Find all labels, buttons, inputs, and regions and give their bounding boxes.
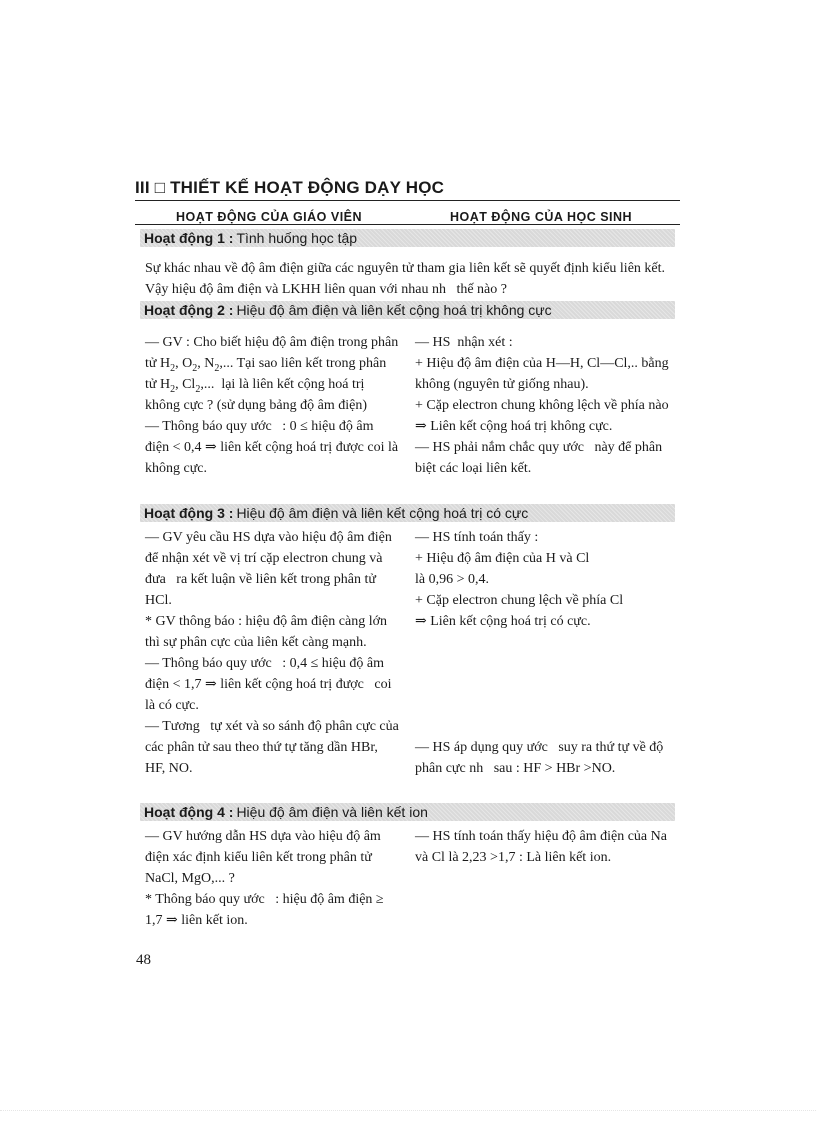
activity-3-teacher-line-3: — Thông báo quy ước : 0,4 ≤ hiệu độ âm điện < 1,7 ⇒ liên kết cộng hoá trị được coi là có cực. [145, 656, 392, 713]
activity-2-teacher-rule: — Thông báo quy ước : 0 ≤ hiệu độ âm điện < 0,4 ⇒ liên kết cộng hoá trị được coi là không cực. [145, 419, 399, 476]
activity-1-intro: Sự khác nhau về độ âm điện giữa các nguyên tử tham gia liên kết sẽ quyết định kiểu liên kết. Vậy hiệu độ âm điện và LKHH liên quan với nhau nh thế nào ? [145, 261, 666, 297]
activity-3-student-line-2: + Hiệu độ âm điện của H và Cl [415, 551, 590, 566]
activity-2-teacher-question: — GV : Cho biết hiệu độ âm điện trong phân tử $H_2$, $O_2$, $N_2$,... Tại sao liên kết trong phân tử $H_2$, $Cl_2$,... lại là liên kết cộng hoá trị không cực ? (sử dụng bảng độ âm điện) [145, 335, 399, 413]
activity-1-title: Tình huống học tập [236, 230, 358, 246]
activity-3-student-line-5: ⇒ Liên kết cộng hoá trị có cực. [415, 614, 591, 629]
activity-3-band [140, 504, 675, 522]
activity-3-student-line-4: + Cặp electron chung lệch về phía Cl [415, 593, 624, 608]
activity-2-student [415, 332, 675, 479]
activity-4-label: Hoạt động 4 : [144, 804, 234, 820]
bottom-divider [0, 1110, 816, 1111]
activity-4-teacher-line-1: — GV hướng dẫn HS dựa vào hiệu độ âm điện xác định kiểu liên kết trong phân tử NaCl, MgO,... ? [145, 829, 381, 886]
activity-3-label: Hoạt động 3 : [144, 505, 234, 521]
page-number: 48 [136, 952, 151, 968]
activity-3-student [415, 527, 675, 632]
activity-2-student-line-2: + Hiệu độ âm điện của H—H, Cl—Cl,.. bằng không (nguyên tử giống nhau). [415, 356, 669, 392]
activity-3-student-line-3: là 0,96 > 0,4. [415, 572, 489, 587]
activity-4-teacher [145, 826, 400, 931]
activity-3-teacher-line-4: — Tương tự xét và so sánh độ phân cực của các phân tử sau theo thứ tự tăng dần HBr, HF, NO. [145, 719, 399, 776]
column-header-student: HOẠT ĐỘNG CỦA HỌC SINH [450, 210, 633, 224]
activity-3-teacher-line-2: * GV thông báo : hiệu độ âm điện càng lớn thì sự phân cực của liên kết càng mạnh. [145, 614, 387, 650]
activity-4-student: — HS tính toán thấy hiệu độ âm điện của Na và Cl là 2,23 >1,7 : Là liên kết ion. [415, 829, 667, 865]
activity-4-teacher-line-2: * Thông báo quy ước : hiệu độ âm điện ≥ 1,7 ⇒ liên kết ion. [145, 892, 384, 928]
header-rule [135, 224, 680, 225]
activity-1-band [140, 229, 675, 247]
activity-3-title: Hiệu độ âm điện và liên kết cộng hoá trị có cực [236, 505, 529, 521]
activity-2-teacher [145, 332, 400, 479]
activity-4-title: Hiệu độ âm điện và liên kết ion [236, 804, 428, 820]
activity-3-student-line-1: — HS tính toán thấy : [415, 530, 539, 545]
activity-4-band [140, 803, 675, 821]
activity-2-band [140, 301, 675, 319]
activity-2-title: Hiệu độ âm điện và liên kết cộng hoá trị không cực [236, 302, 552, 318]
column-header-teacher: HOẠT ĐỘNG CỦA GIÁO VIÊN [176, 210, 363, 224]
activity-2-label: Hoạt động 2 : [144, 302, 234, 318]
activity-2-student-line-3: + Cặp electron chung không lệch về phía nào ⇒ Liên kết cộng hoá trị không cực. [415, 398, 669, 434]
activity-3-teacher [145, 527, 400, 779]
section-title: III □ THIẾT KẾ HOẠT ĐỘNG DẠY HỌC [135, 178, 680, 201]
activity-2-student-line-4: — HS phải nắm chắc quy ước này để phân biệt các loại liên kết. [415, 440, 663, 476]
activity-2-student-line-1: — HS nhận xét : [415, 335, 513, 350]
activity-3-student-conclusion: — HS áp dụng quy ước suy ra thứ tự về độ phân cực nh sau : HF > HBr >NO. [415, 740, 664, 776]
activity-1-label: Hoạt động 1 : [144, 230, 234, 246]
activity-3-teacher-line-1: — GV yêu cầu HS dựa vào hiệu độ âm điện để nhận xét về vị trí cặp electron chung và đưa ra kết luận về liên kết trong phân tử HCl. [145, 530, 392, 608]
